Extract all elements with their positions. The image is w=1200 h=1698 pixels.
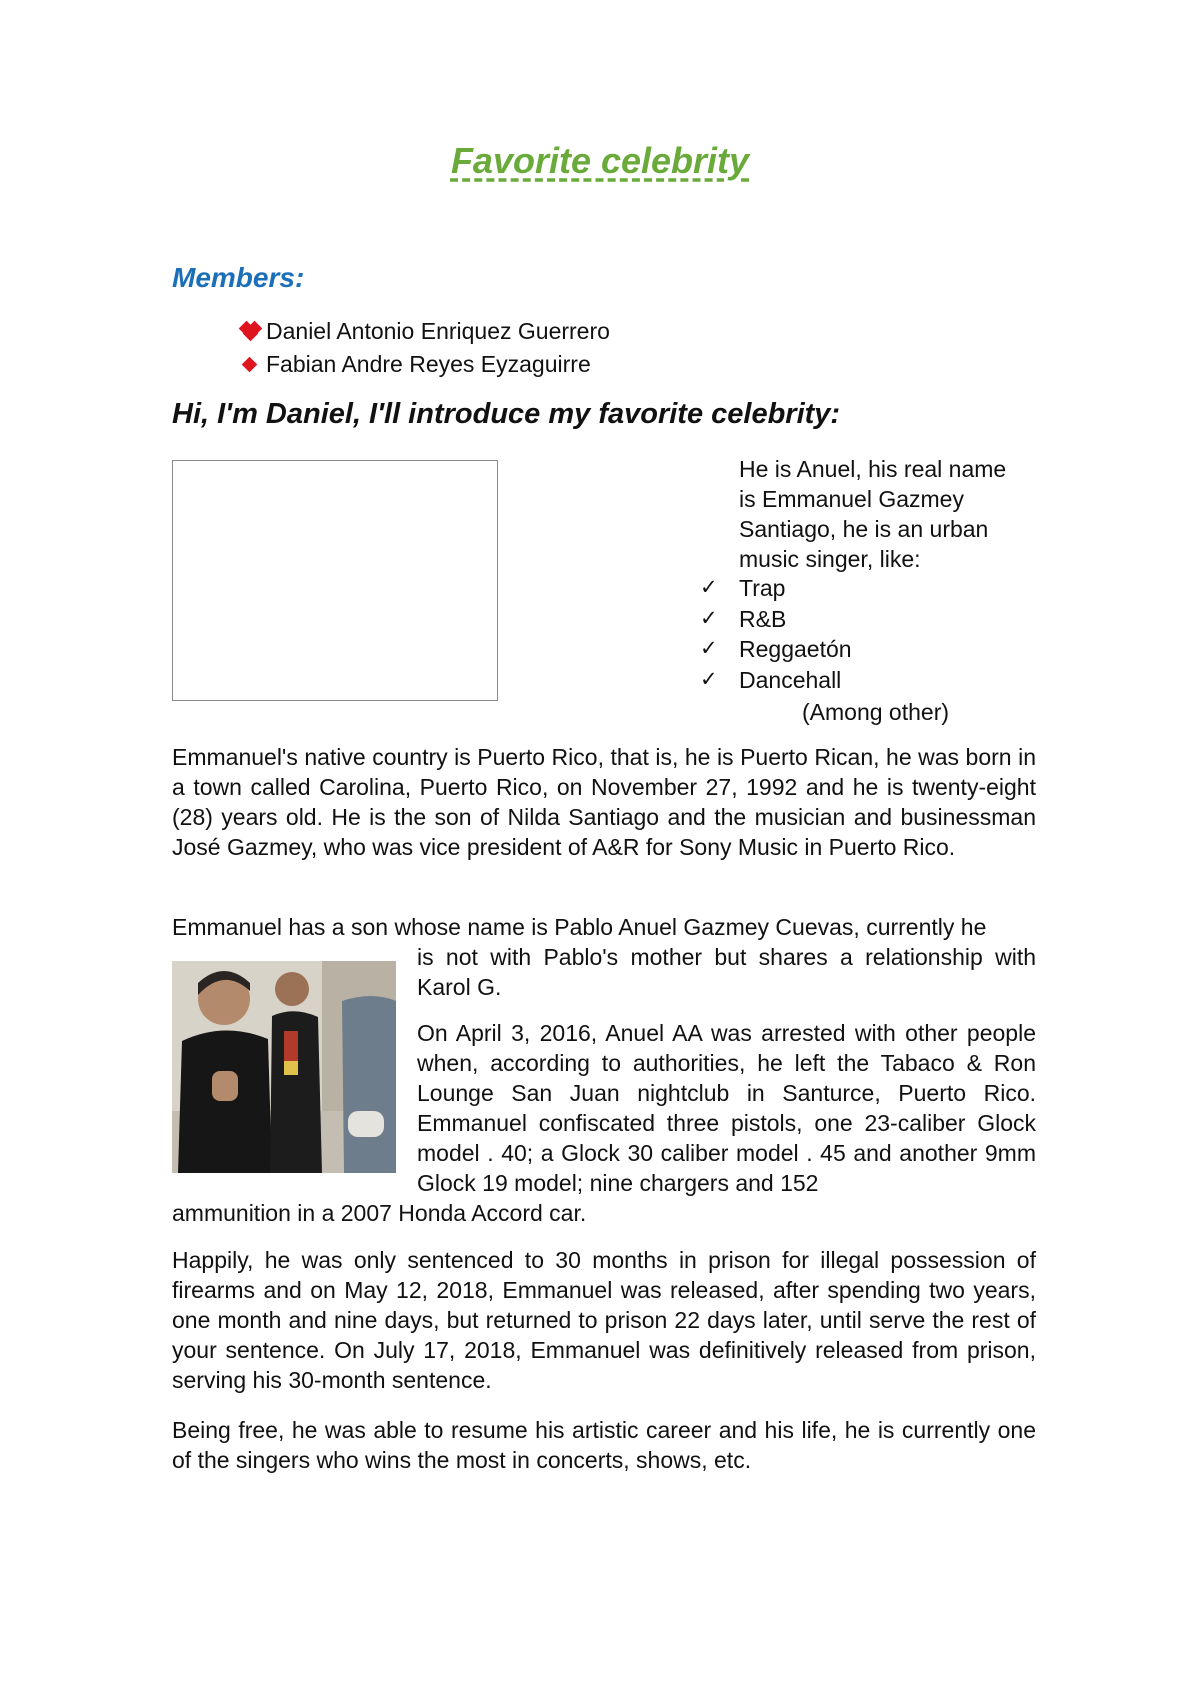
checkmark-icon: ✓ [700,667,718,691]
checkmark-icon: ✓ [700,637,718,660]
paragraph-sentence: Happily, he was only sentenced to 30 months in prison for illegal possession of firearms and on May 12, 2018, Emmanuel was released, after spending two years, one month and nine days, but returned to prison 22 days later, until serve the rest of your sentence. On July 17, 2018, Emmanuel was definitively released from prison, serving his 30-month sentence. [172,1247,1036,1393]
genre-label: Dancehall [739,666,842,693]
paragraph-son-rest: is not with Pablo's mother but shares a relationship with Karol G. [417,944,1036,1000]
paragraph-origin: Emmanuel's native country is Puerto Rico, that is, he is Puerto Rican, he was born in a town called Carolina, Puerto Rico, on November 27, 1992 and he is twenty-eight (28) years old. He is the son of Nilda Santiago and the musician and businessman José Gazmey, who was vice president of A&R for Sony Music in Puerto Rico. [172,744,1036,860]
text-line: is Emmanuel Gazmey [739,486,964,512]
genre-label: R&B [739,605,787,632]
text-line: music singer, like: [739,546,921,572]
diamond-bullet-icon [238,321,266,343]
genre-label: Trap [739,575,786,601]
intro-heading: Hi, I'm Daniel, I'll introduce my favorite celebrity: [172,398,841,430]
genre-label: Reggaetón [739,636,852,662]
list-item [700,604,852,635]
diamond-bullet-icon [238,354,266,376]
list-item [238,348,610,381]
paragraph-arrest: On April 3, 2016, Anuel AA was arrested with other people when, according to authorities, he left the Tabaco & Ron Lounge San Juan nightclub in Santurce, Puerto Rico. Emmanuel confiscated three pistols, one 23-caliber Glock model . 40; a Glock 30 caliber model . 45 and another 9mm Glock 19 model; nine chargers and 152 [417,1020,1036,1196]
among-other-note: (Among other) [802,699,950,725]
list-item [700,634,852,665]
paragraph-arrest-tail: ammunition in a 2007 Honda Accord car. [172,1200,587,1226]
side-description [739,454,1039,574]
member-name: Daniel Antonio Enriquez Guerrero [266,318,610,344]
text-line: Santiago, he is an urban [739,516,989,542]
list-item [700,665,852,696]
checkmark-icon: ✓ [700,576,718,599]
genre-list [700,573,852,695]
list-item [238,315,610,348]
paragraph-career: Being free, he was able to resume his artistic career and his life, he is currently one of the singers who wins the most in concerts, shows, etc. [172,1417,1036,1473]
list-item [700,573,852,604]
photo-arrest [172,961,396,1173]
checkmark-icon: ✓ [700,606,718,630]
members-heading: Members: [172,262,305,293]
page-title: Favorite celebrity [450,140,750,181]
member-name: Fabian Andre Reyes Eyzaguirre [266,351,591,377]
members-list [238,315,610,381]
text-line: He is Anuel, his real name [739,456,1007,482]
image-placeholder [172,460,498,701]
paragraph-son-first-line: Emmanuel has a son whose name is Pablo Anuel Gazmey Cuevas, currently he [172,914,987,940]
